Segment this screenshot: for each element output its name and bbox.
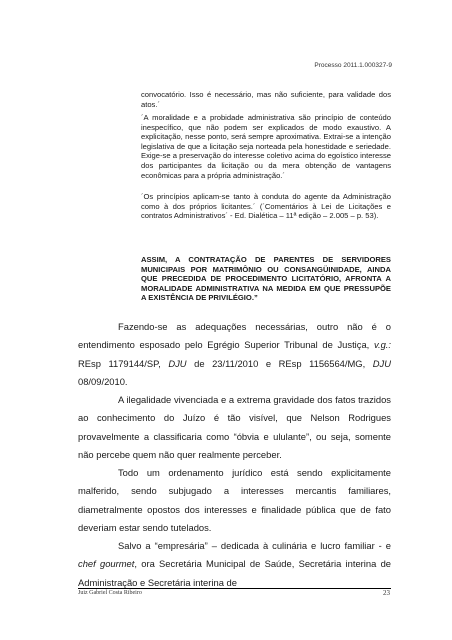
text-span: de 23/11/2010 e REsp 1156564/MG, <box>186 357 373 369</box>
italic-span: DJU <box>372 357 391 369</box>
paragraph-text <box>78 537 391 592</box>
paragraph-4 <box>78 537 391 592</box>
page-number: 23 <box>383 589 390 597</box>
text-span: 08/09/2010. <box>78 376 128 388</box>
footer-divider <box>78 588 391 589</box>
paragraph-2 <box>78 391 391 465</box>
italic-span: chef gourmet <box>78 558 135 570</box>
quote-text: ´Os princípios aplicam-se tanto à conduta do agente da Administração como à dos próprios licitantes.´ (´Comentários à Lei de Licitações e contratos Administrativos´ - Ed. Dialética – 11ª edição – 2.005 – p. 53). <box>141 192 391 221</box>
italic-span: v.g.: <box>373 339 391 351</box>
quote-text: convocatório. Isso é necessário, mas não suficiente, para validade dos atos.´ <box>141 90 391 109</box>
quote-block-1 <box>141 90 391 109</box>
text-span: Salvo a “empresária” – dedicada à culinária e lucro familiar - e <box>118 540 391 551</box>
text-span: , ora Secretária Municipal de Saúde, Secretária interina de Administração e Secretária interina de <box>78 558 391 588</box>
process-number: Processo 2011.1.000327-9 <box>314 62 392 69</box>
paragraph-text: Todo um ordenamento jurídico está sendo explicitamente malferido, sendo subjugado a interesses mercantis familiares, diametralmente opostos dos interesses e finalidade pública que de fato deveriam estar sendo tutelados. <box>78 467 391 534</box>
quote-text: ´A moralidade e a probidade administrativa são princípio de conteúdo inespecífico, que não podem ser explicados de modo exaustivo. A explicitação, nesse ponto, será sempre aproximativa. Extrai-se a intenção legislativa de que a licitação seja norteada pela honestidade e seriedade. Exige-se a preservação do interesse coletivo acima do egoístico interesse dos participantes da licitação ou da mera obtenção de vantagens econômicas para a própria administração.´ <box>141 113 391 180</box>
paragraph-text: A ilegalidade vivenciada e a extrema gravidade dos fatos trazidos ao conhecimento do Juízo é tão visível, que Nelson Rodrigues provavelmente a classificaria como “óbvia e ululante”, ou seja, somente não percebe quem não quer realmente perceber. <box>78 394 391 461</box>
quote-block-2 <box>141 113 391 180</box>
text-span: Fazendo-se as adequações necessárias, outro não é o entendimento esposado pelo Egrégio Superior Tribunal de Justiça, <box>78 321 391 351</box>
quote-text: ASSIM, A CONTRATAÇÃO DE PARENTES DE SERVIDORES MUNICIPAIS POR MATRIMÔNIO OU CONSANGÜINIDADE, AINDA QUE PRECEDIDA DE PROCEDIMENTO LICITATÓRIO, AFRONTA A MORALIDADE ADMINISTRATIVA NA MEDIDA EM QUE PRESSUPÕE A EXISTÊNCIA DE PRIVILÉGIO.” <box>141 255 391 303</box>
text-span: REsp 1179144/SP, <box>78 357 169 369</box>
paragraph-3 <box>78 464 391 538</box>
paragraph-text <box>78 318 391 392</box>
italic-span: DJU <box>168 357 187 369</box>
quote-block-4-bold <box>141 255 391 303</box>
quote-block-3 <box>141 192 391 221</box>
paragraph-1 <box>78 318 391 392</box>
footer-author: Juiz Gabriel Costa Ribeiro <box>78 590 142 596</box>
